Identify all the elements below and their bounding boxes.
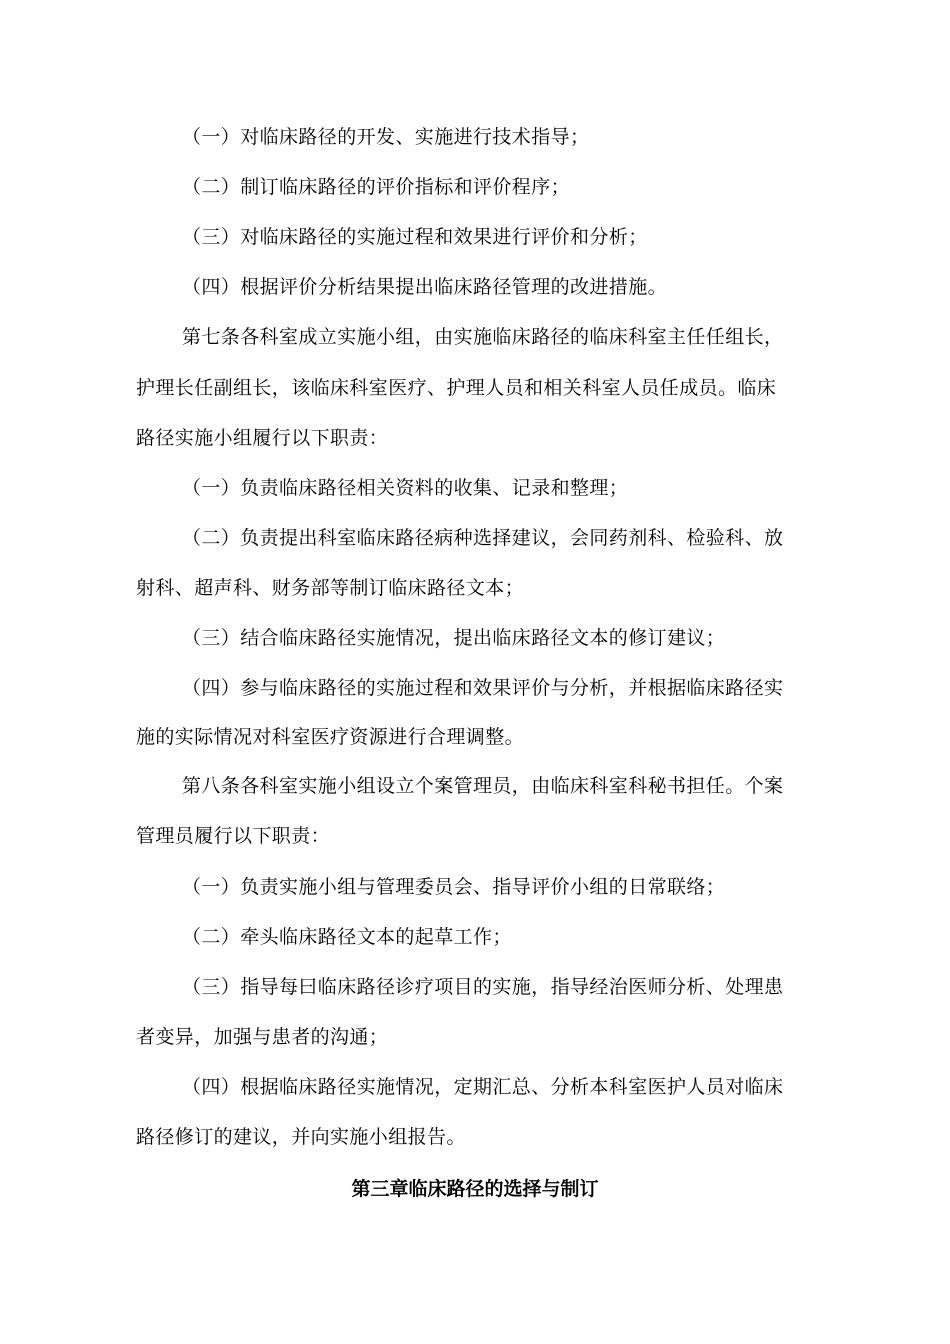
paragraph-line: （四）参与临床路径的实施过程和效果评价与分析，并根据临床路径实 xyxy=(182,677,784,699)
paragraph-line: （三）结合临床路径实施情况，提出临床路径文本的修订建议； xyxy=(182,627,726,649)
paragraph-line: 射科、超声科、财务部等制订临床路径文本； xyxy=(136,577,525,599)
paragraph-line: 者变异，加强与患者的沟通； xyxy=(136,1026,389,1048)
paragraph-line: （一）负责临床路径相关资料的收集、记录和整理； xyxy=(182,477,629,499)
paragraph-line: 管理员履行以下职责： xyxy=(136,825,331,847)
paragraph-line: （四）根据临床路径实施情况，定期汇总、分析本科室医护人员对临床 xyxy=(182,1076,784,1098)
paragraph-line: 施的实际情况对科室医疗资源进行合理调整。 xyxy=(136,726,525,748)
paragraph-line: （四）根据评价分析结果提出临床路径管理的改进措施。 xyxy=(182,276,668,298)
article-seven-line: 第七条各科室成立实施小组，由实施临床路径的临床科室主任任组长， xyxy=(182,326,784,348)
paragraph-line: （二）制订临床路径的评价指标和评价程序； xyxy=(182,176,571,198)
paragraph-line: 路径实施小组履行以下职责： xyxy=(136,427,389,449)
paragraph-line: （一）对临床路径的开发、实施进行技术指导； xyxy=(182,126,590,148)
paragraph-line: （一）负责实施小组与管理委员会、指导评价小组的日常联络； xyxy=(182,876,726,898)
paragraph-line: （二）负责提出科室临床路径病种选择建议，会同药剂科、检验科、放 xyxy=(182,527,784,549)
chapter-heading: 第三章临床路径的选择与制订 xyxy=(351,1178,599,1200)
paragraph-line: （三）指导每曰临床路径诊疗项目的实施，指导经治医师分析、处理患 xyxy=(182,976,784,998)
paragraph-line: （二）牵头临床路径文本的起草工作； xyxy=(182,926,512,948)
paragraph-line: （三）对临床路径的实施过程和效果进行评价和分析； xyxy=(182,226,648,248)
paragraph-line: 路径修订的建议，并向实施小组报告。 xyxy=(136,1126,466,1148)
paragraph-line: 护理长任副组长，该临床科室医疗、护理人员和相关科室人员任成员。临床 xyxy=(136,377,777,399)
article-eight-line: 第八条各科室实施小组设立个案管理员，由临床科室科秘书担任。个案 xyxy=(182,775,784,797)
